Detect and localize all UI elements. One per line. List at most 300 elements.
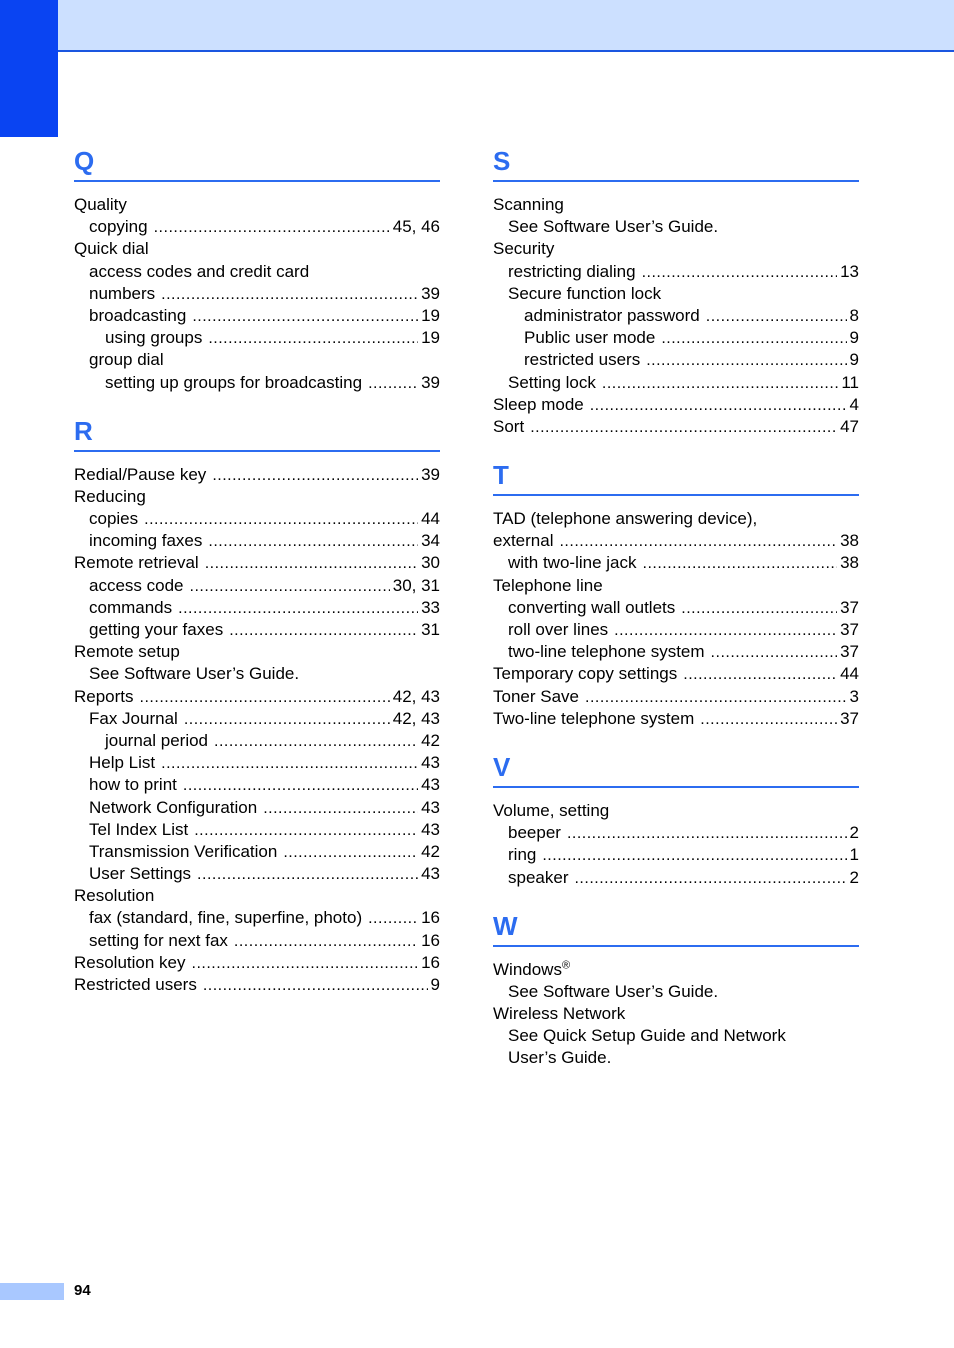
- index-entry: [493, 372, 859, 394]
- section-rule: [493, 945, 859, 947]
- dot-leader: [585, 687, 847, 709]
- index-entry: [74, 641, 440, 663]
- index-term: [493, 708, 694, 730]
- index-term-text: restricting dialing: [508, 261, 636, 281]
- dot-leader: [559, 531, 837, 553]
- page-reference: 42, 43: [392, 686, 440, 706]
- page-reference: 8: [849, 305, 859, 325]
- index-term-text: See Quick Setup Guide and Network: [508, 1026, 786, 1046]
- index-entry: [493, 867, 859, 889]
- index-term: [493, 530, 553, 552]
- index-entry: [493, 416, 859, 438]
- page-reference: 16: [421, 952, 440, 972]
- dot-leader: [161, 284, 418, 306]
- index-entry: [493, 619, 859, 641]
- dot-leader: [192, 306, 418, 328]
- page-reference: 37: [840, 708, 859, 728]
- index-term-text: ring: [508, 845, 537, 865]
- index-entry: [493, 261, 859, 283]
- registered-mark: ®: [561, 959, 571, 972]
- page-reference: 33: [421, 597, 440, 617]
- index-entry: [74, 597, 440, 619]
- dot-leader: [711, 642, 838, 664]
- index-term-text: two-line telephone system: [508, 642, 705, 662]
- index-term: [524, 349, 640, 371]
- index-entry: [493, 641, 859, 663]
- index-entry: [493, 552, 859, 574]
- index-term: [493, 394, 584, 416]
- index-entry: [74, 305, 440, 327]
- index-term-text: speaker: [508, 867, 569, 887]
- section-rule: [493, 180, 859, 182]
- index-term: [89, 819, 188, 841]
- index-term-text: access code: [89, 575, 184, 595]
- index-entry: [493, 349, 859, 371]
- index-entry: [74, 530, 440, 552]
- page-reference: 42: [421, 730, 440, 750]
- index-term-text: getting your faxes: [89, 620, 224, 639]
- dot-leader: [154, 217, 390, 239]
- index-entry: [74, 619, 440, 641]
- footer-band: [0, 1283, 64, 1300]
- index-term-text: Fax Journal: [89, 708, 178, 728]
- index-term: [89, 530, 202, 552]
- index-entry: [74, 349, 440, 371]
- page-reference: 16: [421, 930, 440, 950]
- index-term-text: Restricted users: [74, 975, 197, 994]
- index-term: [89, 283, 155, 305]
- dot-leader: [208, 328, 418, 350]
- header-band: [0, 0, 954, 52]
- index-term: [493, 194, 564, 216]
- index-entry: [74, 508, 440, 530]
- index-term: [508, 844, 536, 866]
- index-term: [493, 959, 570, 981]
- section-letter: R: [74, 415, 93, 446]
- dot-leader: [178, 598, 418, 620]
- index-term-text: copying: [89, 217, 148, 237]
- index-entry: [493, 663, 859, 685]
- index-entry: [74, 952, 440, 974]
- dot-leader: [700, 709, 837, 731]
- index-term-text: Transmission Verification: [89, 841, 278, 861]
- index-term-text: using groups: [105, 328, 203, 348]
- index-term: [89, 797, 257, 819]
- page-reference: 43: [421, 819, 440, 839]
- dot-leader: [542, 845, 846, 867]
- chapter-tab: [0, 0, 58, 137]
- index-entry: [493, 844, 859, 866]
- section-spacer: [493, 438, 859, 452]
- index-entry: [493, 508, 859, 530]
- page-reference: 1: [849, 845, 859, 865]
- index-term-text: See Software User’s Guide.: [508, 217, 719, 237]
- index-term-text: Remote setup: [74, 642, 180, 662]
- index-entry: [493, 394, 859, 416]
- dot-leader: [368, 373, 418, 395]
- page-reference: 42, 43: [392, 708, 440, 728]
- page-reference: 9: [849, 350, 859, 370]
- index-term-text: fax (standard, fine, superfine, photo): [89, 908, 363, 928]
- index-term-text: restricted users: [524, 350, 641, 370]
- index-term: [493, 663, 677, 685]
- index-column-left: [74, 138, 440, 996]
- index-entry: [493, 1003, 859, 1025]
- index-term-text: Scanning: [493, 195, 564, 214]
- index-term: [74, 238, 149, 260]
- index-term: [508, 641, 705, 663]
- index-term-text: Resolution key: [74, 952, 186, 972]
- index-term: [74, 952, 186, 974]
- index-term: [89, 708, 178, 730]
- index-term: [508, 283, 661, 305]
- index-term-text: converting wall outlets: [508, 597, 676, 617]
- index-term-text: See Software User’s Guide.: [89, 664, 300, 684]
- page-reference: 3: [849, 686, 859, 706]
- index-entry: [74, 486, 440, 508]
- page-reference: 9: [849, 328, 859, 348]
- index-term-text: incoming faxes: [89, 531, 203, 551]
- index-term: [508, 1025, 786, 1047]
- index-entry: [493, 575, 859, 597]
- index-term: [493, 238, 554, 260]
- index-term: [493, 800, 609, 822]
- index-term-text: journal period: [105, 730, 209, 750]
- index-term-text: Help List: [89, 753, 156, 773]
- page-reference: 19: [421, 328, 440, 348]
- index-entry: [493, 597, 859, 619]
- index-entry: [74, 930, 440, 952]
- page-reference: 43: [421, 753, 440, 773]
- page-reference: 43: [421, 797, 440, 817]
- dot-leader: [192, 953, 419, 975]
- dot-leader: [643, 553, 838, 575]
- page-reference: 45, 46: [392, 217, 440, 237]
- index-term-text: group dial: [89, 350, 164, 370]
- dot-leader: [234, 931, 418, 953]
- dot-leader: [183, 775, 418, 797]
- index-entry: [493, 822, 859, 844]
- index-entry: [74, 552, 440, 574]
- index-entry: [74, 283, 440, 305]
- section-letter: Q: [74, 146, 95, 176]
- dot-leader: [263, 798, 418, 820]
- page-reference: 4: [849, 394, 859, 414]
- page-reference: 19: [421, 305, 440, 325]
- section-letter: V: [493, 751, 511, 782]
- dot-leader: [214, 731, 418, 753]
- index-entry: [493, 686, 859, 708]
- section-letter: T: [493, 460, 509, 491]
- index-term-text: Redial/Pause key: [74, 464, 207, 484]
- dot-leader: [706, 306, 847, 328]
- index-entry: [493, 959, 859, 981]
- index-term: [89, 752, 155, 774]
- index-entry: [74, 774, 440, 796]
- index-term: [508, 619, 608, 641]
- index-term-text: Public user mode: [524, 328, 656, 348]
- dot-leader: [205, 553, 418, 575]
- index-term: [524, 327, 655, 349]
- page-reference: 37: [840, 620, 859, 639]
- index-entry: [493, 216, 859, 238]
- index-term-text: Quick dial: [74, 239, 149, 259]
- dot-leader: [140, 687, 390, 709]
- index-term: [508, 261, 636, 283]
- index-entry: [74, 708, 440, 730]
- index-entry: [74, 663, 440, 685]
- page-reference: 16: [421, 908, 440, 928]
- index-entry: [74, 464, 440, 486]
- page-number: 94: [74, 1282, 91, 1299]
- section-letter: S: [493, 146, 511, 176]
- index-term: [74, 686, 134, 708]
- index-term-text: copies: [89, 509, 139, 529]
- index-term: [508, 822, 561, 844]
- index-term-text: Tel Index List: [89, 819, 189, 839]
- dot-leader: [144, 509, 418, 531]
- page-reference: 37: [840, 597, 859, 617]
- dot-leader: [530, 417, 837, 439]
- dot-leader: [161, 753, 418, 775]
- index-entry: [74, 686, 440, 708]
- index-term: [74, 194, 127, 216]
- index-term-text: Sort: [493, 416, 525, 436]
- index-term: [89, 907, 362, 929]
- index-term-text: Toner Save: [493, 686, 579, 706]
- index-term-text: external: [493, 531, 554, 551]
- index-term-text: administrator password: [524, 305, 700, 325]
- index-term: [524, 305, 700, 327]
- section-spacer: [493, 889, 859, 903]
- page-reference: 44: [421, 509, 440, 529]
- index-term-text: how to print: [89, 775, 177, 795]
- index-entry: [74, 863, 440, 885]
- index-term-text: beeper: [508, 823, 561, 843]
- index-term: [89, 619, 223, 641]
- page-reference: 44: [840, 664, 859, 684]
- index-entry: [74, 730, 440, 752]
- index-term: [508, 552, 637, 574]
- index-term: [89, 930, 228, 952]
- index-section: [493, 744, 859, 889]
- index-term-text: Network Configuration: [89, 797, 258, 817]
- index-term: [493, 508, 757, 530]
- index-entry: [74, 841, 440, 863]
- dot-leader: [283, 842, 418, 864]
- dot-leader: [208, 531, 418, 553]
- index-term-text: User Settings: [89, 864, 192, 884]
- index-term-text: Wireless Network: [493, 1004, 626, 1024]
- dot-leader: [190, 576, 390, 598]
- index-term: [508, 867, 568, 889]
- index-term-text: setting up groups for broadcasting: [105, 372, 363, 392]
- index-term-text: numbers: [89, 283, 156, 303]
- index-term: [89, 597, 172, 619]
- index-term: [74, 552, 199, 574]
- page-reference: 43: [421, 864, 440, 884]
- dot-leader: [574, 868, 846, 890]
- dot-leader: [602, 373, 838, 395]
- index-term: [105, 327, 202, 349]
- index-term-text: Temporary copy settings: [493, 664, 678, 684]
- index-entry: [493, 981, 859, 1003]
- index-term: [105, 372, 362, 394]
- index-entry: [493, 238, 859, 260]
- dot-leader: [614, 620, 837, 642]
- index-term: [89, 216, 148, 238]
- index-term: [508, 597, 675, 619]
- index-section: [493, 903, 859, 1070]
- index-term: [89, 349, 164, 371]
- index-term-text: Security: [493, 239, 555, 259]
- index-term-text: Reports: [74, 686, 134, 706]
- index-entry: [493, 327, 859, 349]
- index-entry: [493, 530, 859, 552]
- page-reference: 30: [421, 553, 440, 573]
- section-rule: [74, 450, 440, 452]
- index-section: [493, 138, 859, 438]
- index-entry: [74, 575, 440, 597]
- page-reference: 30, 31: [392, 575, 440, 595]
- page-reference: 43: [421, 775, 440, 795]
- index-section: [74, 138, 440, 394]
- index-entry: [74, 907, 440, 929]
- index-term-text: with two-line jack: [508, 553, 637, 573]
- page-reference: 47: [840, 416, 859, 436]
- index-term: [89, 575, 184, 597]
- page-reference: 2: [849, 823, 859, 843]
- index-entry: [74, 372, 440, 394]
- dot-leader: [642, 262, 838, 284]
- index-term: [508, 981, 718, 1003]
- index-entry: [74, 327, 440, 349]
- page-reference: 11: [841, 372, 859, 392]
- index-entry: [74, 974, 440, 996]
- index-term-text: broadcasting: [89, 305, 187, 325]
- index-term: [74, 464, 206, 486]
- dot-leader: [683, 664, 837, 686]
- index-term: [74, 486, 146, 508]
- index-term-text: TAD (telephone answering device),: [493, 509, 758, 529]
- index-term-text: Telephone line: [493, 575, 603, 595]
- dot-leader: [567, 823, 847, 845]
- section-spacer: [493, 730, 859, 744]
- index-entry: [74, 797, 440, 819]
- index-term: [508, 1047, 611, 1069]
- index-term: [493, 1003, 625, 1025]
- index-term-text: Reducing: [74, 486, 146, 506]
- index-term-text: Resolution: [74, 886, 155, 906]
- index-term: [508, 372, 596, 394]
- dot-leader: [646, 350, 846, 372]
- dot-leader: [203, 975, 428, 997]
- index-term-text: setting for next fax: [89, 930, 228, 950]
- index-entry: [74, 238, 440, 260]
- index-term-text: See Software User’s Guide.: [508, 981, 719, 1001]
- section-rule: [74, 180, 440, 182]
- page-reference: 31: [421, 620, 440, 639]
- index-term-text: Volume, setting: [493, 800, 610, 820]
- index-term: [89, 863, 191, 885]
- index-term: [493, 575, 603, 597]
- index-term: [74, 885, 154, 907]
- index-entry: [493, 305, 859, 327]
- dot-leader: [661, 328, 846, 350]
- page-reference: 39: [421, 372, 440, 392]
- index-term: [89, 261, 309, 283]
- index-term: [74, 641, 180, 663]
- index-entry: [74, 194, 440, 216]
- index-term: [74, 974, 197, 996]
- section-rule: [493, 494, 859, 496]
- index-section: [493, 452, 859, 730]
- index-entry: [74, 216, 440, 238]
- index-term: [508, 216, 718, 238]
- dot-leader: [194, 820, 418, 842]
- dot-leader: [229, 620, 418, 642]
- index-term-text: Two-line telephone system: [493, 708, 695, 728]
- page-reference: 37: [840, 642, 859, 662]
- index-section: [74, 408, 440, 997]
- index-term: [89, 841, 277, 863]
- index-entry: [493, 708, 859, 730]
- index-term: [89, 774, 177, 796]
- dot-leader: [197, 864, 418, 886]
- index-term-text: Secure function lock: [508, 283, 662, 303]
- index-entry: [74, 752, 440, 774]
- page-reference: 13: [840, 261, 859, 281]
- dot-leader: [368, 908, 418, 930]
- index-entry: [493, 283, 859, 305]
- section-spacer: [74, 394, 440, 408]
- index-term-text: commands: [89, 597, 173, 617]
- page-reference: 2: [849, 867, 859, 887]
- index-term-text: Setting lock: [508, 372, 596, 392]
- page-reference: 42: [421, 841, 440, 861]
- index-term: [105, 730, 208, 752]
- page-reference: 38: [840, 531, 859, 551]
- index-term-text: access codes and credit card: [89, 261, 310, 281]
- dot-leader: [590, 395, 847, 417]
- section-letter: W: [493, 910, 518, 941]
- index-term-text: Sleep mode: [493, 394, 584, 414]
- index-term-text: Quality: [74, 195, 127, 214]
- index-term-text: roll over lines: [508, 620, 609, 639]
- index-term-text: Windows: [493, 959, 562, 979]
- index-entry: [493, 1025, 859, 1047]
- index-term: [89, 508, 138, 530]
- index-term: [89, 305, 186, 327]
- index-entry: [493, 800, 859, 822]
- index-entry: [74, 261, 440, 283]
- index-term: [89, 663, 299, 685]
- page-reference: 9: [430, 975, 440, 994]
- dot-leader: [184, 709, 390, 731]
- index-term-text: User’s Guide.: [508, 1048, 612, 1068]
- page-reference: 38: [840, 553, 859, 573]
- page-reference: 39: [421, 464, 440, 484]
- dot-leader: [681, 598, 837, 620]
- page-reference: 34: [421, 531, 440, 551]
- index-entry: [493, 194, 859, 216]
- page-reference: 39: [421, 283, 440, 303]
- section-rule: [493, 786, 859, 788]
- index-column-right: [493, 138, 859, 1070]
- index-entry: [493, 1047, 859, 1069]
- index-term: [493, 686, 579, 708]
- index-term: [493, 416, 524, 438]
